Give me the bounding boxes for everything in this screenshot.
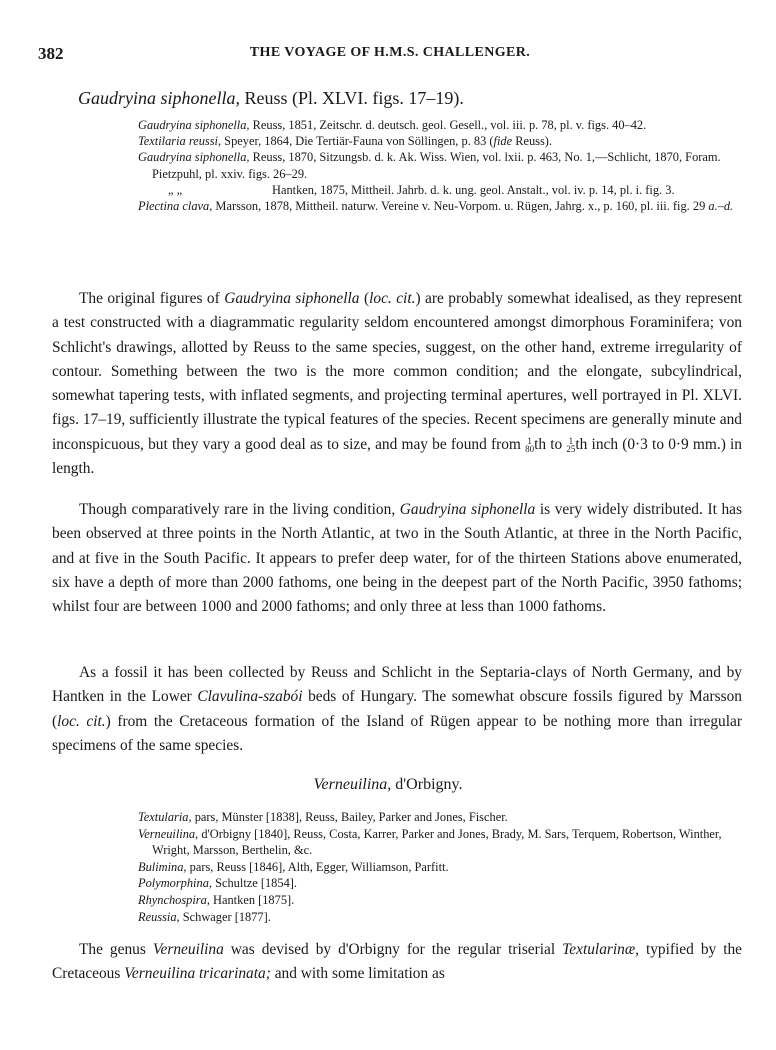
species-heading-rest: Reuss (Pl. XLVI. figs. 17–19). bbox=[240, 88, 464, 108]
text-run: 1 bbox=[527, 436, 532, 447]
synonymy-entry bbox=[138, 909, 738, 926]
genus-author: d'Orbigny. bbox=[391, 776, 463, 793]
synonymy-entry bbox=[138, 198, 738, 214]
synonymy-entry-ditto bbox=[138, 182, 738, 198]
synonym-name: Reussia, bbox=[138, 909, 180, 924]
ditto-marks: „ „ bbox=[168, 182, 183, 197]
text-run: 1 bbox=[568, 436, 574, 447]
text-run: The original figures of bbox=[79, 290, 225, 307]
synonym-name: Bulimina, bbox=[138, 859, 187, 874]
figure-letters: a.–d. bbox=[708, 199, 734, 214]
taxon-name: Gaudryina siphonella bbox=[399, 501, 536, 518]
synonym-name: Verneuilina, bbox=[138, 826, 199, 841]
fide-note: fide bbox=[493, 134, 513, 149]
synonym-citation-end: Reuss). bbox=[512, 134, 553, 149]
text-run: th to bbox=[534, 435, 567, 453]
running-title: THE VOYAGE OF H.M.S. CHALLENGER. bbox=[249, 45, 531, 60]
species-synonymy bbox=[138, 117, 738, 214]
synonymy-entry bbox=[138, 149, 738, 181]
synonym-citation: Reuss, 1870, Sitzungsb. d. k. Ak. Wiss. Wien, vol. lxii. p. 463, No. 1,—Schlicht, 1870, Foram. Pietzpuhl, pl. xxiv. figs. 26–29. bbox=[152, 150, 721, 181]
species-name: Gaudryina siphonella, bbox=[78, 88, 240, 108]
synonym-name: Gaudryina siphonella, bbox=[138, 150, 250, 165]
synonym-name: Rhynchospira, bbox=[138, 892, 210, 907]
synonym-citation: Schultze [1854]. bbox=[212, 876, 297, 891]
synonym-name: Textularia, bbox=[138, 810, 192, 824]
synonym-name: Textilaria reussi, bbox=[138, 134, 222, 149]
text-run: th inch (0·3 to 0·9 mm.) in length. bbox=[52, 435, 742, 478]
text-run: ( bbox=[359, 290, 370, 307]
taxon-name: Textularinæ, bbox=[562, 941, 639, 958]
paragraph-description bbox=[52, 287, 742, 481]
synonym-citation: d'Orbigny [1840], Reuss, Costa, Karrer, Parker and Jones, Brady, M. Sars, Terquem, Robertson, Winther, Wright, Marsson, Berthelin, &c. bbox=[152, 826, 722, 858]
paragraph-distribution bbox=[52, 498, 742, 619]
page-header bbox=[0, 44, 776, 64]
text-run: was devised by d'Orbigny for the regular triserial bbox=[223, 941, 563, 958]
synonymy-entry bbox=[138, 809, 738, 826]
synonymy-entry bbox=[138, 117, 738, 133]
text-run: ) are probably somewhat idealised, as they represent a test constructed with a diagrammatic regularity seldom encountered amongst dimorphous Foraminifera; von Schlicht's drawings, allotted by Reuss to the same species, suggest, on the other hand, extreme irregularity of contour. Something between the two is the more common condition; and the elongate, subcylindrical, somewhat tapering tests, with inflated segments, and projecting terminal apertures, well portrayed in Pl. XLVI. figs. 17–19, sufficiently illustrate the typical features of the species. Recent specimens are generally minute and inconspicuous, but they vary a good deal as to size, and may be found from bbox=[52, 290, 742, 453]
synonym-citation: Speyer, 1864, Die Tertiär-Fauna von Söllingen, p. 83 ( bbox=[221, 134, 494, 149]
species-heading bbox=[78, 88, 464, 109]
synonymy-entry bbox=[138, 826, 738, 859]
synonymy-entry bbox=[138, 133, 738, 149]
synonymy-entry bbox=[138, 875, 738, 892]
synonym-citation: Marsson, 1878, Mittheil. naturw. Vereine v. Neu-Vorpom. u. Rügen, Jahrg. x., p. 160, pl. iii. fig. 29 bbox=[212, 199, 709, 214]
genus-synonymy bbox=[138, 809, 738, 925]
taxon-name: Verneuilina tricarinata; bbox=[124, 965, 271, 983]
text-run: The genus bbox=[79, 941, 153, 958]
text-run: 80 bbox=[525, 444, 535, 455]
synonym-citation: pars, Reuss [1846], Alth, Egger, Williamson, Parfitt. bbox=[186, 859, 449, 874]
text-run: Though comparatively rare in the living condition, bbox=[79, 501, 400, 518]
loc-cit: loc. cit. bbox=[57, 712, 106, 730]
fraction-one-eightieth bbox=[525, 437, 534, 453]
text-run: typified by the Cretaceous bbox=[52, 941, 743, 983]
genus-name: Verneuilina, bbox=[313, 776, 392, 793]
synonym-name: Plectina clava, bbox=[138, 199, 213, 214]
page-number: 382 bbox=[38, 44, 64, 63]
loc-cit: loc. cit. bbox=[369, 290, 416, 307]
taxon-name: Gaudryina siphonella bbox=[224, 290, 360, 307]
taxon-name: Verneuilina bbox=[152, 941, 224, 958]
synonymy-entry bbox=[138, 892, 738, 909]
synonym-citation: pars, Münster [1838], Reuss, Bailey, Parker and Jones, Fischer. bbox=[191, 810, 508, 824]
synonym-citation: Hantken, 1875, Mittheil. Jahrb. d. k. ung. geol. Anstalt., vol. iv. p. 14, pl. i. fig. 3. bbox=[272, 182, 675, 197]
taxon-name: Clavulina-szabói bbox=[197, 688, 303, 706]
genus-heading bbox=[0, 776, 776, 794]
synonym-name: Gaudryina siphonella, bbox=[138, 118, 250, 132]
synonym-citation: Schwager [1877]. bbox=[179, 909, 271, 924]
text-run: As a fossil it has been collected by Reuss and Schlicht in the Septaria-clays of North Germany, and by Hantken in the Lower bbox=[52, 664, 742, 706]
text-run: 25 bbox=[566, 444, 576, 455]
synonym-name: Polymorphina, bbox=[138, 876, 212, 891]
text-run: ) from the Cretaceous formation of the Island of Rügen appear to be nothing more than irregular specimens of the same species. bbox=[52, 712, 742, 754]
text-run: beds of Hungary. The somewhat obscure fossils figured by Marsson ( bbox=[52, 688, 742, 730]
synonymy-entry bbox=[138, 859, 738, 876]
synonym-citation: Hantken [1875]. bbox=[209, 892, 295, 907]
paragraph-genus-intro bbox=[52, 938, 742, 987]
paragraph-fossil bbox=[52, 661, 742, 758]
synonym-citation: Reuss, 1851, Zeitschr. d. deutsch. geol. Gesell., vol. iii. p. 78, pl. v. figs. 40–42. bbox=[249, 118, 647, 132]
text-run: and with some limitation as bbox=[270, 965, 445, 983]
text-run: is very widely distributed. It has been observed at three points in the North Atlantic, at two in the South Atlantic, at three in the North Pacific, and at five in the South Pacific. It appears to prefer deep water, for of the thirteen Stations above enumerated, six have a depth of more than 2000 fathoms, one being in the deepest part of the North Pacific, 3950 fathoms; whilst four are between 1000 and 2000 fathoms; and only three at less than 1000 fathoms. bbox=[52, 501, 742, 616]
